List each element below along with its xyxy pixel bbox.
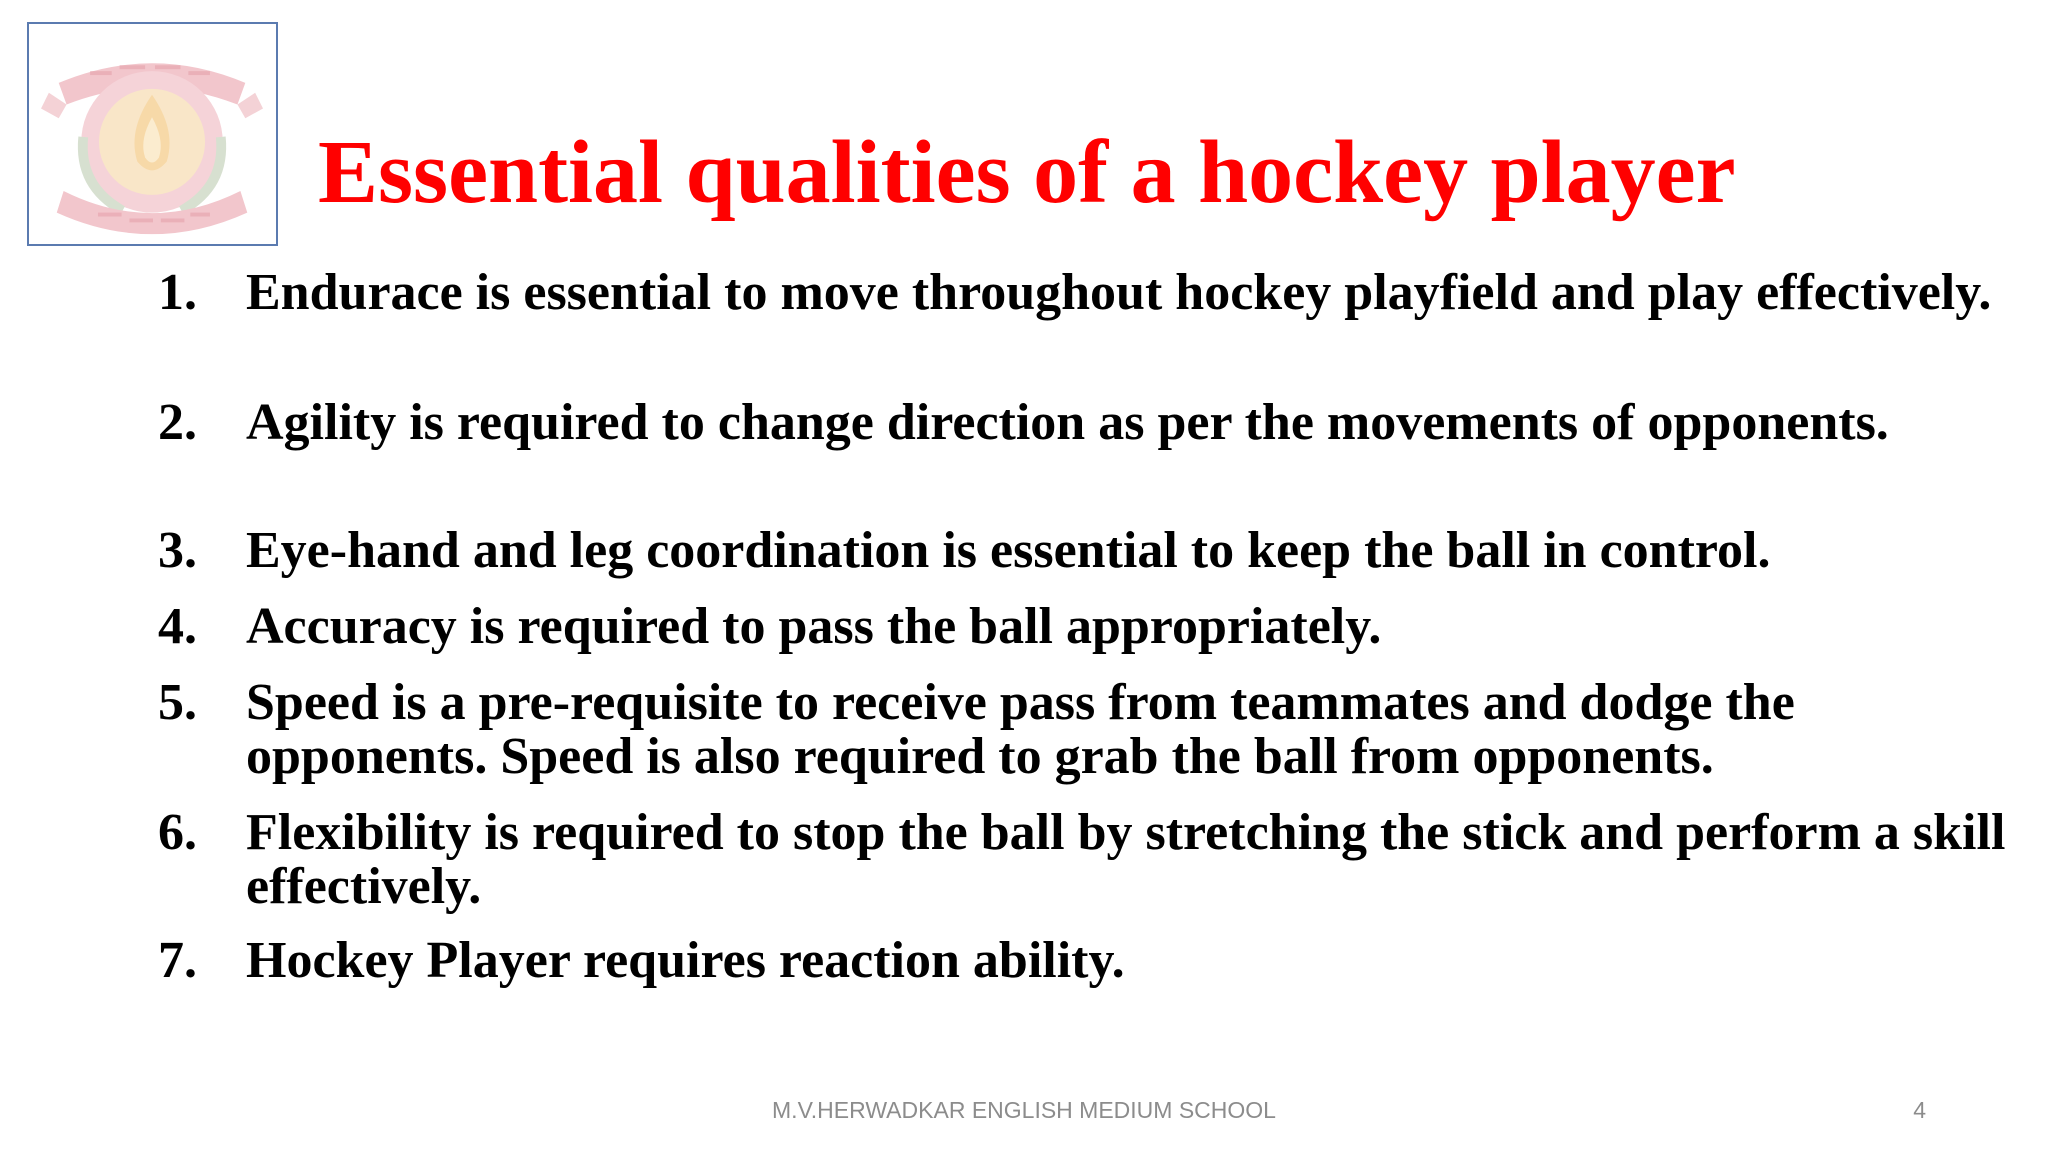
page-number: 4 — [1913, 1097, 1926, 1123]
list-item-text: Agility is required to change direction as per the movements of opponents. — [246, 394, 1889, 451]
list-item-number: 7. — [158, 932, 197, 989]
list-item-number: 5. — [158, 674, 197, 731]
list-item-text: Endurace is essential to move throughout hockey playfield and play effectively. — [246, 264, 1992, 321]
list-item-number: 1. — [158, 264, 197, 321]
list-item-text: Hockey Player requires reaction ability. — [246, 932, 1125, 989]
slide-title: Essential qualities of a hockey player — [318, 123, 1736, 222]
list-item-number: 3. — [158, 522, 197, 579]
list-item-number: 6. — [158, 804, 197, 861]
school-emblem-icon — [27, 22, 278, 246]
list-item-number: 2. — [158, 394, 197, 451]
slide-footer: M.V.HERWADKAR ENGLISH MEDIUM SCHOOL — [772, 1097, 1276, 1123]
list-item-text: Flexibility is required to stop the ball by stretching the stick and perform a skill effectively. — [246, 804, 2006, 915]
list-item-text: Eye-hand and leg coordination is essential to keep the ball in control. — [246, 522, 1771, 579]
list-item-text: Speed is a pre-requisite to receive pass from teammates and dodge the opponents. Speed is also required to grab the ball from opponents. — [246, 674, 1795, 785]
list-item-text: Accuracy is required to pass the ball appropriately. — [246, 598, 1382, 655]
list-item-number: 4. — [158, 598, 197, 655]
